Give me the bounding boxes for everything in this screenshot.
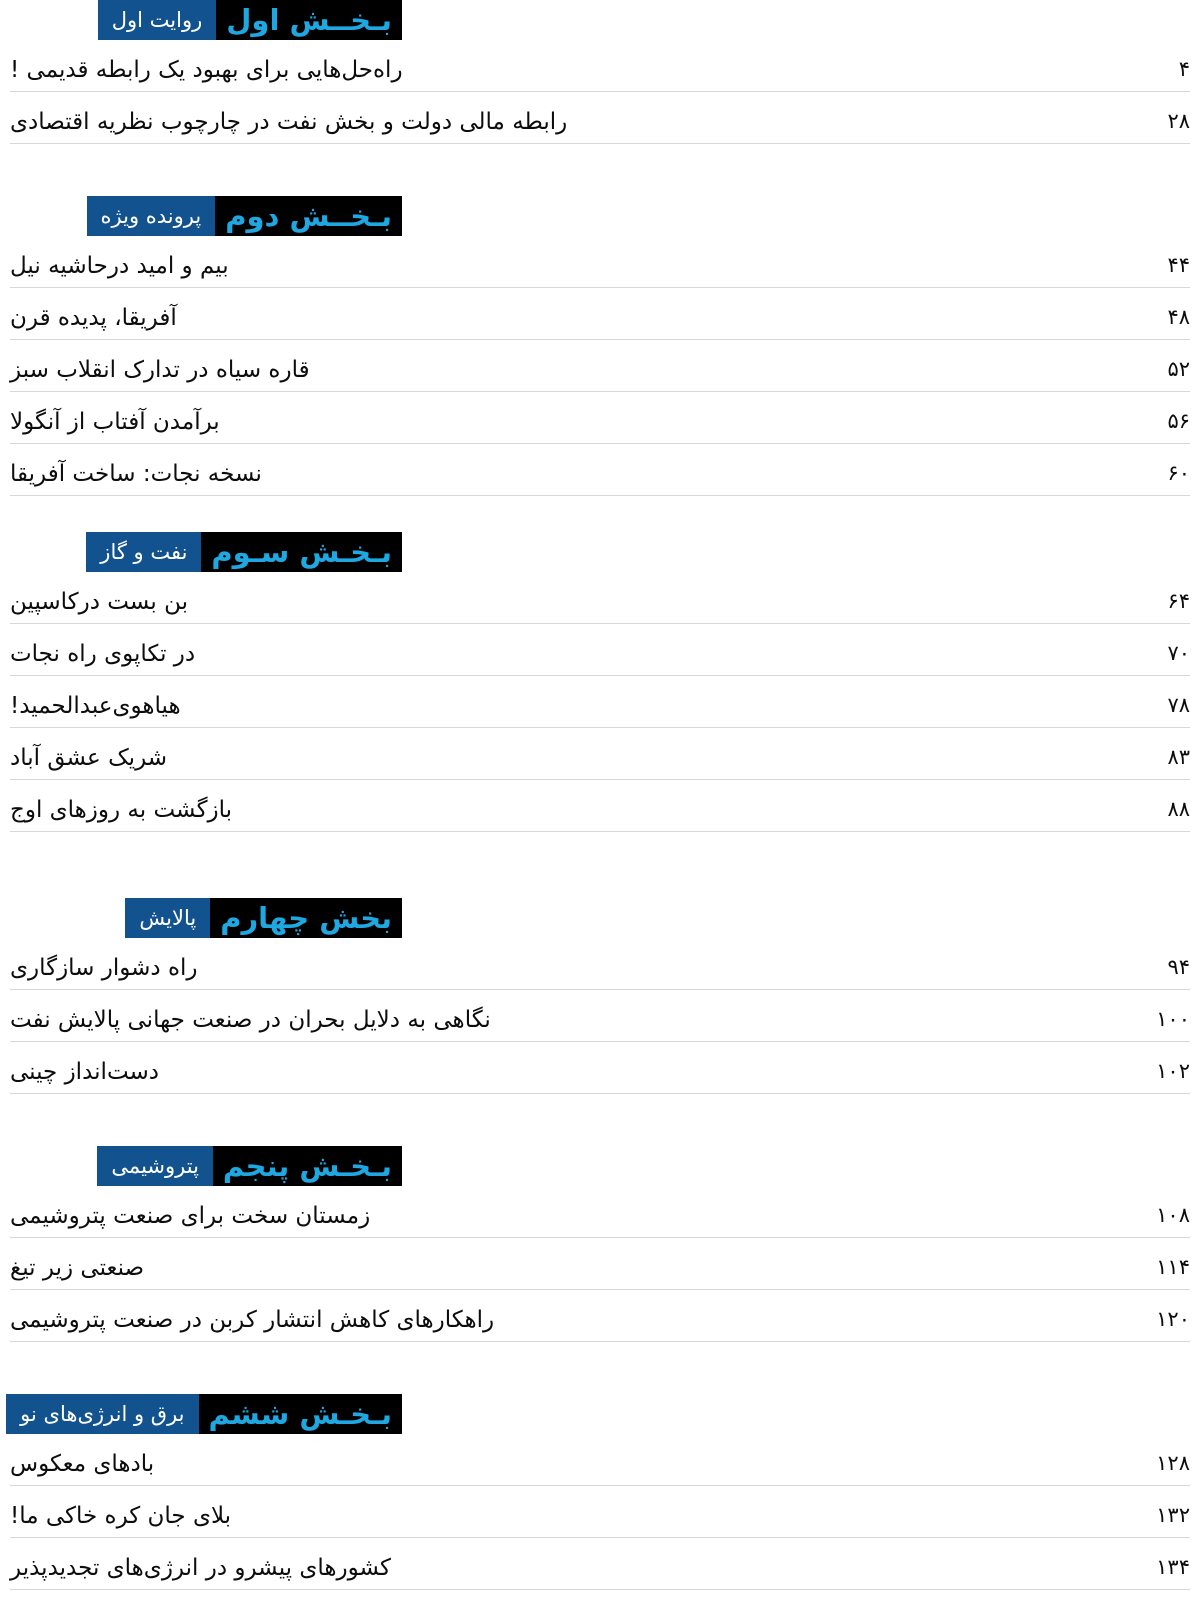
toc-entry-page: ۴ bbox=[1178, 57, 1190, 81]
toc-entry-page: ۱۲۸ bbox=[1156, 1451, 1190, 1475]
toc-entry-page: ۲۸ bbox=[1167, 109, 1190, 133]
section-header bbox=[10, 1394, 402, 1434]
section-entries bbox=[10, 938, 1190, 1094]
toc-entry[interactable] bbox=[10, 236, 1190, 288]
section-title-badge: نفت و گاز bbox=[86, 532, 201, 572]
toc-entry-title: بلای جان کره خاکی ما! bbox=[10, 1503, 232, 1529]
toc-entry-title: هیاهوی‌عبدالحمید! bbox=[10, 693, 181, 719]
toc-entry[interactable] bbox=[10, 444, 1190, 496]
section-header bbox=[10, 1146, 402, 1186]
section-entries bbox=[10, 1434, 1190, 1590]
section-header-wrap bbox=[10, 898, 1190, 938]
section-header-wrap bbox=[10, 196, 1190, 236]
toc-entry-title: بن بست درکاسپین bbox=[10, 589, 189, 615]
toc-entry[interactable] bbox=[10, 340, 1190, 392]
toc-entry-title: نسخه نجات: ساخت آفریقا bbox=[10, 461, 262, 487]
toc-entry-title: صنعتی زیر تیغ bbox=[10, 1255, 145, 1281]
section-header-wrap bbox=[10, 0, 1190, 40]
toc-entry[interactable] bbox=[10, 392, 1190, 444]
section-spacer bbox=[10, 1342, 1190, 1394]
toc-entry[interactable] bbox=[10, 92, 1190, 144]
toc-entry[interactable] bbox=[10, 1486, 1190, 1538]
section-title-badge: پرونده ویژه bbox=[87, 196, 216, 236]
toc-entry[interactable] bbox=[10, 572, 1190, 624]
toc-entry-page: ۱۰۰ bbox=[1156, 1007, 1190, 1031]
toc-entry-page: ۱۱۴ bbox=[1156, 1255, 1190, 1279]
section-spacer bbox=[10, 144, 1190, 196]
toc-entry-title: راهکارهای کاهش انتشار کربن در صنعت پتروشیمی bbox=[10, 1307, 495, 1333]
toc-entry[interactable] bbox=[10, 990, 1190, 1042]
toc-entry-page: ۵۶ bbox=[1167, 409, 1190, 433]
toc-entry-page: ۱۳۴ bbox=[1156, 1555, 1190, 1579]
toc-entry[interactable] bbox=[10, 938, 1190, 990]
section-entries bbox=[10, 236, 1190, 496]
toc-entry-title: زمستان سخت برای صنعت پتروشیمی bbox=[10, 1203, 371, 1229]
toc-entry-page: ۱۲۰ bbox=[1156, 1307, 1190, 1331]
toc-entry-title: در تکاپوی راه نجات bbox=[10, 641, 196, 667]
toc-entry-title: راه دشوار سازگاری bbox=[10, 955, 198, 981]
toc-section bbox=[10, 0, 1190, 144]
toc-section bbox=[10, 1394, 1190, 1590]
section-spacer bbox=[10, 832, 1190, 898]
section-number-badge: بـخـش سـوم bbox=[201, 532, 402, 572]
toc-entry-page: ۸۳ bbox=[1167, 745, 1190, 769]
toc-entry[interactable] bbox=[10, 288, 1190, 340]
section-number-badge: بـخـش پنجم bbox=[213, 1146, 402, 1186]
toc-entry[interactable] bbox=[10, 780, 1190, 832]
toc-entry-title: برآمدن آفتاب از آنگولا bbox=[10, 409, 220, 435]
toc-entry[interactable] bbox=[10, 1434, 1190, 1486]
section-title-badge: برق و انرژی‌های نو bbox=[6, 1394, 198, 1434]
section-number-badge: بـخـش ششم bbox=[199, 1394, 402, 1434]
toc-entry-page: ۷۰ bbox=[1167, 641, 1190, 665]
toc-entry[interactable] bbox=[10, 1186, 1190, 1238]
toc-entry-title: شریک عشق آباد bbox=[10, 745, 168, 771]
toc-entry-page: ۱۰۲ bbox=[1156, 1059, 1190, 1083]
toc-entry-title: رابطه مالی دولت و بخش نفت در چارچوب نظریه اقتصادی bbox=[10, 109, 568, 135]
section-entries bbox=[10, 1186, 1190, 1342]
toc-entry-title: کشورهای پیشرو در انرژی‌های تجدیدپذیر bbox=[10, 1555, 391, 1581]
toc-entry-page: ۷۸ bbox=[1167, 693, 1190, 717]
section-spacer bbox=[10, 1094, 1190, 1146]
toc-entry[interactable] bbox=[10, 728, 1190, 780]
toc-entry-page: ۵۲ bbox=[1167, 357, 1190, 381]
toc-entry-page: ۶۰ bbox=[1167, 461, 1190, 485]
toc-entry-page: ۴۴ bbox=[1167, 253, 1190, 277]
toc-entry-page: ۶۴ bbox=[1167, 589, 1190, 613]
toc-section bbox=[10, 532, 1190, 832]
toc-section bbox=[10, 196, 1190, 496]
toc-entry[interactable] bbox=[10, 1042, 1190, 1094]
section-header bbox=[10, 898, 402, 938]
toc-entry-title: راه‌حل‌هایی برای بهبود یک رابطه قدیمی ! bbox=[10, 57, 403, 83]
section-title-badge: پالایش bbox=[125, 898, 210, 938]
section-header bbox=[10, 0, 402, 40]
section-header bbox=[10, 196, 402, 236]
toc-entry-title: نگاهی به دلایل بحران در صنعت جهانی پالایش نفت bbox=[10, 1007, 491, 1033]
section-entries bbox=[10, 40, 1190, 144]
toc-entry-page: ۹۴ bbox=[1167, 955, 1190, 979]
toc-entry[interactable] bbox=[10, 1538, 1190, 1590]
section-title-badge: پتروشیمی bbox=[97, 1146, 213, 1186]
section-number-badge: بـخــش دوم bbox=[215, 196, 402, 236]
section-header-wrap bbox=[10, 1146, 1190, 1186]
toc-entry-page: ۱۳۲ bbox=[1156, 1503, 1190, 1527]
toc-entry-page: ۴۸ bbox=[1167, 305, 1190, 329]
toc-entry-title: بادهای معکوس bbox=[10, 1451, 155, 1477]
section-number-badge: بـخــش اول bbox=[216, 0, 402, 40]
section-entries bbox=[10, 572, 1190, 832]
section-header-wrap bbox=[10, 1394, 1190, 1434]
toc-entry[interactable] bbox=[10, 1290, 1190, 1342]
toc-entry-title: بازگشت به روزهای اوج bbox=[10, 797, 233, 823]
toc-entry-title: دست‌انداز چینی bbox=[10, 1059, 160, 1085]
section-number-badge: بخش چهارم bbox=[210, 898, 402, 938]
section-title-badge: روایت اول bbox=[98, 0, 217, 40]
toc-entry-page: ۱۰۸ bbox=[1156, 1203, 1190, 1227]
toc-entry[interactable] bbox=[10, 40, 1190, 92]
section-spacer bbox=[10, 496, 1190, 532]
toc-section bbox=[10, 898, 1190, 1094]
toc-entry-page: ۸۸ bbox=[1167, 797, 1190, 821]
toc-entry-title: قاره سیاه در تدارک انقلاب سبز bbox=[10, 357, 310, 383]
section-header bbox=[10, 532, 402, 572]
toc-entry-title: بیم و امید درحاشیه نیل bbox=[10, 253, 229, 279]
section-header-wrap bbox=[10, 532, 1190, 572]
toc-section bbox=[10, 1146, 1190, 1342]
toc-entry[interactable] bbox=[10, 676, 1190, 728]
toc-entry-title: آفریقا، پدیده قرن bbox=[10, 305, 177, 331]
toc-entry[interactable] bbox=[10, 1238, 1190, 1290]
toc-entry[interactable] bbox=[10, 624, 1190, 676]
